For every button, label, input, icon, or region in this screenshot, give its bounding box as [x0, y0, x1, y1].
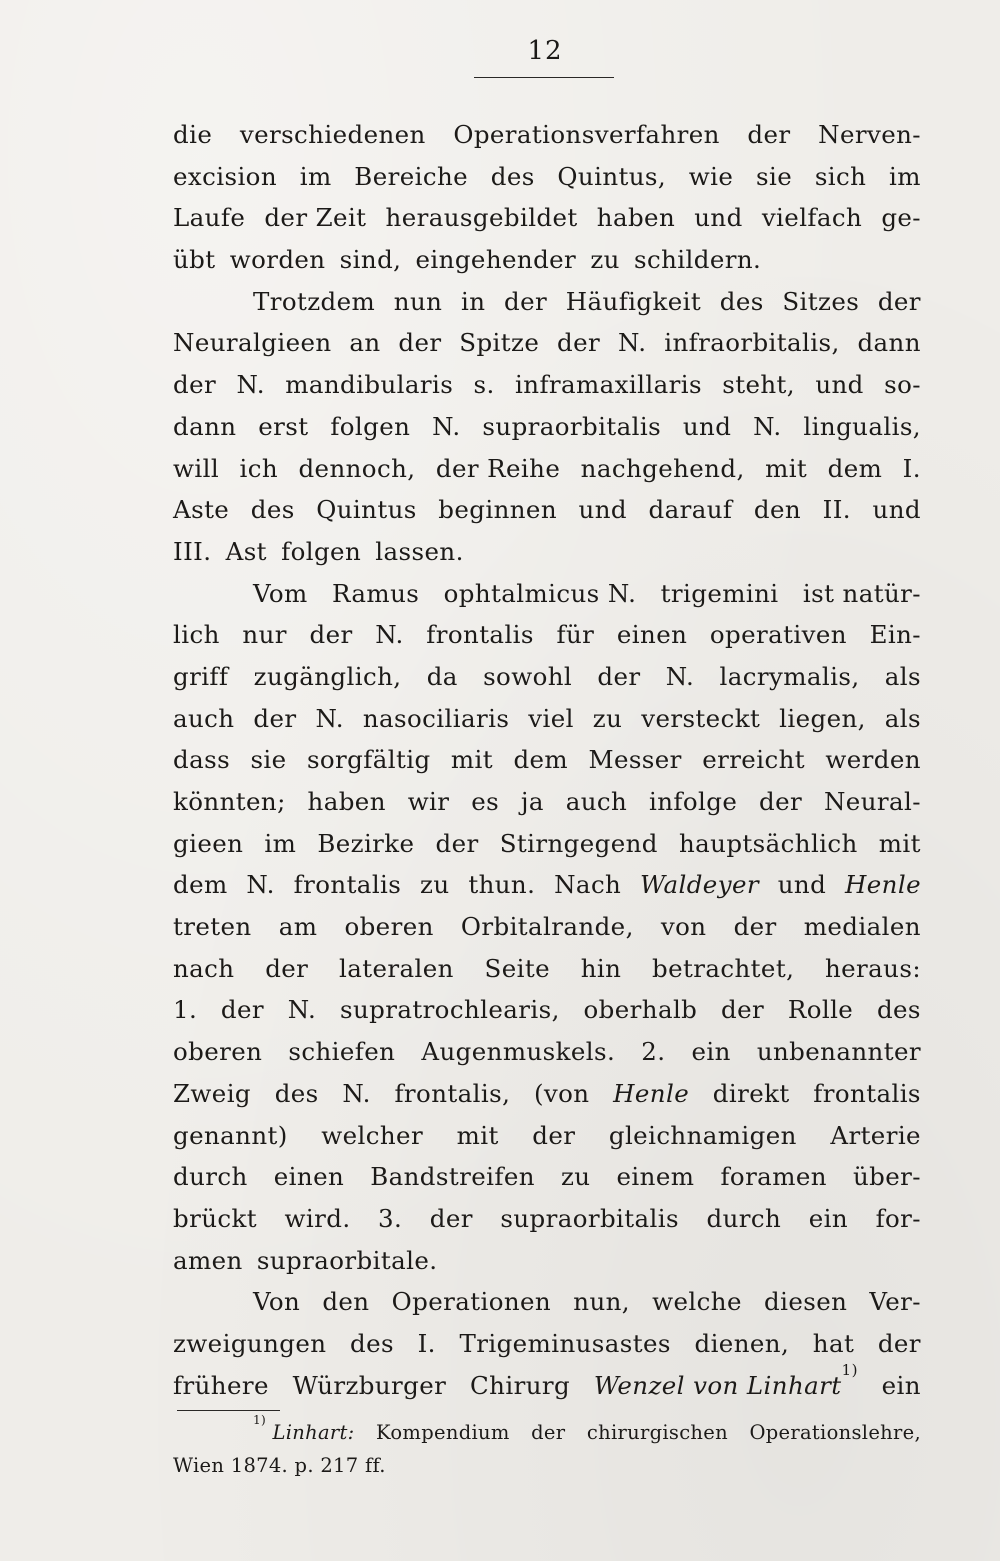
- word: des: [490, 161, 535, 191]
- word: Messer: [588, 745, 682, 775]
- word: mit: [456, 1120, 499, 1150]
- footnote-line: Wien 1874. p. 217 ff.: [173, 1454, 386, 1477]
- word: oberen: [344, 912, 434, 942]
- word: der: [398, 328, 442, 358]
- word: supratrochlearis,: [339, 995, 560, 1025]
- word: N.: [342, 1078, 371, 1108]
- word: Arterie: [830, 1120, 921, 1150]
- word: amen supraorbitale.: [173, 1245, 438, 1275]
- word: mit: [450, 745, 494, 775]
- text-line: [173, 948, 921, 990]
- word: trigemini: [660, 578, 779, 608]
- word: gleichnamigen: [608, 1120, 797, 1150]
- word: durch: [706, 1203, 782, 1233]
- word: Ramus: [332, 578, 420, 608]
- text-line: [173, 239, 921, 281]
- page-number: 12: [527, 36, 563, 66]
- word: ich: [239, 453, 279, 483]
- word: es: [471, 787, 500, 816]
- word: der: [733, 912, 777, 942]
- text-line: [173, 823, 921, 865]
- word: sowohl: [483, 661, 573, 691]
- word: III. Ast folgen lassen.: [173, 536, 464, 566]
- word: einen: [616, 620, 688, 650]
- word: steht,: [722, 370, 795, 400]
- word: und: [682, 411, 732, 441]
- word: für: [556, 620, 595, 650]
- word: der: [759, 787, 803, 816]
- word: Orbitalrande,: [460, 912, 634, 942]
- word: infolge: [648, 787, 738, 816]
- word: dienen,: [694, 1328, 790, 1358]
- word: oberhalb: [583, 995, 698, 1025]
- word: Seite: [484, 953, 551, 983]
- word: an: [349, 328, 381, 358]
- word: mit: [878, 828, 921, 858]
- word: als: [884, 661, 921, 691]
- word: hin: [580, 953, 622, 983]
- name-italic: Waldeyer: [640, 870, 759, 900]
- word: viel: [528, 703, 574, 733]
- word: zugänglich,: [253, 661, 402, 691]
- word: sie: [756, 161, 793, 191]
- word: Von: [253, 1287, 301, 1317]
- word: Chirurg: [470, 1370, 571, 1400]
- word: nun,: [573, 1287, 630, 1317]
- word: der Reihe: [435, 453, 561, 483]
- text-line: [173, 864, 921, 906]
- word: Trigeminusastes: [459, 1328, 671, 1358]
- word: Laufe: [173, 203, 246, 233]
- word: Zweig: [173, 1078, 252, 1108]
- word: oberen: [173, 1037, 263, 1067]
- name-italic: Henle: [613, 1078, 690, 1108]
- word: schiefen: [288, 1037, 396, 1067]
- word: lingualis,: [803, 411, 921, 441]
- text-line: [173, 906, 921, 948]
- word: N.: [665, 661, 695, 691]
- word: liegen,: [779, 703, 866, 733]
- text-line: [173, 698, 921, 740]
- word: supraorbitalis: [500, 1203, 679, 1233]
- word: des: [350, 1328, 394, 1358]
- word: der: [265, 953, 309, 983]
- word: thun.: [468, 870, 536, 900]
- footnote-word: Operationslehre,: [749, 1421, 921, 1444]
- word: hat: [812, 1328, 855, 1358]
- word: nasociliaris: [362, 703, 510, 733]
- word: for-: [875, 1203, 921, 1233]
- text-line: [173, 614, 921, 656]
- word: auch: [173, 703, 235, 733]
- word: sorgfältig: [306, 745, 431, 775]
- word: dem: [827, 453, 883, 483]
- text-line: [173, 448, 921, 490]
- text-line: [173, 197, 921, 239]
- word: versteckt: [641, 703, 761, 733]
- word: des: [250, 495, 295, 525]
- footnote-line: [173, 1413, 921, 1449]
- word: Neural-: [823, 787, 921, 816]
- word: Bereiche: [354, 161, 469, 191]
- footnote-lead: [253, 1413, 355, 1449]
- word: betrachtet,: [652, 953, 795, 983]
- word: und: [777, 870, 827, 900]
- word: Trotzdem: [253, 286, 376, 316]
- word: Quintus,: [557, 161, 667, 191]
- word: ein: [881, 1370, 921, 1400]
- word: N.: [236, 370, 265, 400]
- text-line: [173, 1281, 921, 1323]
- word: treten: [173, 912, 252, 942]
- word: Spitze: [459, 328, 540, 358]
- word: ist natür-: [802, 578, 921, 608]
- footnote-word: der: [531, 1421, 566, 1444]
- word: N.: [315, 703, 344, 733]
- text-line: [173, 781, 921, 823]
- word: brückt: [173, 1203, 257, 1233]
- word: erreicht: [702, 745, 805, 775]
- text-line: [173, 1323, 921, 1365]
- word: da: [426, 661, 458, 691]
- header-rule: [474, 77, 614, 78]
- word: und: [578, 495, 627, 525]
- word: wird.: [284, 1203, 351, 1233]
- word: dann: [173, 411, 237, 441]
- word: zu: [560, 1162, 591, 1192]
- footnote-reference: 1): [841, 1360, 858, 1379]
- word: frontalis,: [394, 1078, 511, 1108]
- word: der: [532, 1120, 576, 1150]
- text-line: [173, 364, 921, 406]
- word: Ver-: [869, 1287, 921, 1317]
- word: der: [504, 286, 548, 316]
- word: im: [889, 161, 921, 191]
- text-line: [173, 656, 921, 698]
- word: dem: [173, 870, 228, 900]
- word: ophtalmicus N.: [443, 578, 637, 608]
- word: frontalis: [813, 1078, 921, 1108]
- word: beginnen: [438, 495, 558, 525]
- word: der: [309, 620, 353, 650]
- text-line: [173, 1198, 921, 1240]
- word: der: [747, 120, 791, 149]
- word: Würzburger: [292, 1370, 447, 1400]
- word: Rolle: [787, 995, 854, 1025]
- word: folgen: [330, 411, 411, 441]
- word: erst: [258, 411, 309, 441]
- word: nachgehend,: [580, 453, 745, 483]
- word: Neuralgieen: [173, 328, 332, 358]
- footnote-rule: [177, 1410, 280, 1411]
- word: gieen: [173, 828, 244, 858]
- word: Nach: [554, 870, 622, 900]
- word: 3.: [378, 1203, 403, 1233]
- word: mandibularis: [285, 370, 454, 400]
- text-line: [173, 989, 921, 1031]
- word: N.: [617, 328, 647, 358]
- word: welcher: [321, 1120, 424, 1150]
- body-text: [173, 114, 921, 1406]
- word: griff: [173, 661, 229, 691]
- text-line: [173, 1073, 921, 1115]
- word: durch: [173, 1162, 248, 1192]
- word: der: [173, 370, 217, 400]
- footnote-word: Kompendium: [376, 1421, 510, 1444]
- word: nach: [173, 953, 235, 983]
- word: infraorbitalis,: [664, 328, 840, 358]
- word: N.: [246, 870, 275, 900]
- word: zu: [592, 703, 623, 733]
- word: Bezirke: [317, 828, 415, 858]
- word: lich: [173, 620, 220, 650]
- text-line: [173, 1156, 921, 1198]
- word: herausgebildet: [385, 203, 578, 233]
- text-line: [173, 489, 921, 531]
- word: haben: [596, 203, 676, 233]
- word: Bandstreifen: [370, 1162, 535, 1192]
- word: dass: [173, 745, 231, 775]
- word: I.: [902, 453, 921, 483]
- word: der: [253, 703, 297, 733]
- text-line: [173, 1360, 921, 1407]
- word: Operationen: [391, 1287, 552, 1317]
- word: excision: [173, 161, 278, 191]
- word: N.: [753, 411, 782, 441]
- word: s.: [473, 370, 495, 400]
- text-line: [173, 1031, 921, 1073]
- word: lacrymalis,: [719, 661, 860, 691]
- word: im: [264, 828, 297, 858]
- word: vielfach: [761, 203, 863, 233]
- word: nur: [242, 620, 287, 650]
- word: Augenmuskels.: [421, 1037, 616, 1067]
- word: Vom: [253, 578, 308, 608]
- word: Stirngegend: [499, 828, 658, 858]
- text-line: [173, 281, 921, 323]
- word: ein: [808, 1203, 849, 1233]
- word: Quintus: [316, 495, 417, 525]
- footnote-author: Linhart:: [272, 1421, 355, 1444]
- word: welche: [652, 1287, 742, 1317]
- word: in: [460, 286, 486, 316]
- word: sich: [814, 161, 867, 191]
- text-line: [173, 406, 921, 448]
- word: lateralen: [339, 953, 454, 983]
- text-line: [173, 1115, 921, 1157]
- word: so-: [884, 370, 921, 400]
- word: der: [429, 1203, 473, 1233]
- word: des: [274, 1078, 319, 1108]
- word: operativen: [709, 620, 847, 650]
- word: der: [877, 286, 921, 316]
- word: N.: [287, 995, 317, 1025]
- word: des: [719, 286, 764, 316]
- word: ge-: [881, 203, 921, 233]
- name-italic: Henle: [844, 870, 921, 900]
- word: auch: [565, 787, 628, 816]
- word: mit: [765, 453, 808, 483]
- word: am: [278, 912, 318, 942]
- word: zu: [420, 870, 450, 900]
- word: der Zeit: [264, 203, 367, 233]
- word: sie: [250, 745, 287, 775]
- word: einen: [273, 1162, 345, 1192]
- word: Nerven-: [818, 120, 921, 149]
- word: von: [660, 912, 707, 942]
- word: diesen: [764, 1287, 848, 1317]
- word: haben: [307, 787, 386, 816]
- word: 2.: [641, 1037, 666, 1067]
- word: supraorbitalis: [482, 411, 662, 441]
- footnote-marker: 1): [253, 1413, 266, 1427]
- word: ja: [520, 787, 544, 816]
- word: (von: [533, 1078, 590, 1108]
- word: nun: [393, 286, 443, 316]
- word: dem: [513, 745, 569, 775]
- word: im: [299, 161, 332, 191]
- word: wie: [688, 161, 734, 191]
- word: könnten;: [173, 787, 286, 816]
- word: ein: [691, 1037, 731, 1067]
- word: der: [597, 661, 641, 691]
- word: über-: [852, 1162, 921, 1192]
- text-line: [173, 322, 921, 364]
- word: den: [753, 495, 802, 525]
- word: direkt: [712, 1078, 790, 1108]
- word: Sitzes: [782, 286, 860, 316]
- word: wir: [407, 787, 450, 816]
- author-with-reference: [593, 1360, 858, 1407]
- word: inframaxillaris: [515, 370, 702, 400]
- word: zweigungen: [173, 1328, 327, 1358]
- word: frontalis: [426, 620, 534, 650]
- footnote-word: chirurgischen: [586, 1421, 728, 1444]
- word: 1.: [173, 995, 198, 1025]
- word: des: [876, 995, 921, 1025]
- word: foramen: [720, 1162, 827, 1192]
- word: Aste: [173, 495, 230, 525]
- word: verschiedenen: [239, 120, 426, 149]
- word: den: [322, 1287, 370, 1317]
- text-line: [173, 1240, 921, 1282]
- word: Operationsverfahren: [453, 120, 720, 149]
- text-line: [173, 114, 921, 156]
- word: die: [173, 120, 213, 149]
- word: genannt): [173, 1120, 288, 1150]
- text-line: [173, 531, 921, 573]
- footnote: [173, 1413, 921, 1482]
- text-line: [173, 739, 921, 781]
- text-line: [173, 156, 921, 198]
- word: will: [173, 453, 220, 483]
- word: N.: [375, 620, 404, 650]
- word: heraus:: [824, 953, 921, 983]
- word: frontalis: [293, 870, 402, 900]
- word: einem: [616, 1162, 695, 1192]
- word: werden: [825, 745, 921, 775]
- word: frühere: [173, 1370, 269, 1400]
- text-line: [173, 573, 921, 615]
- word: II.: [822, 495, 851, 525]
- word: Häufigkeit: [565, 286, 702, 316]
- word: der: [435, 828, 479, 858]
- word: unbenannter: [756, 1037, 921, 1067]
- word: darauf: [648, 495, 733, 525]
- word: und: [872, 495, 921, 525]
- word: Ein-: [869, 620, 921, 650]
- word: dennoch,: [298, 453, 416, 483]
- word: als: [884, 703, 921, 733]
- word: und: [815, 370, 864, 400]
- word: N.: [432, 411, 461, 441]
- word: der: [220, 995, 265, 1025]
- word: I.: [417, 1328, 436, 1358]
- word: und: [694, 203, 743, 233]
- name-italic: Wenzel von Linhart: [593, 1370, 842, 1400]
- word: der: [557, 328, 601, 358]
- word: medialen: [803, 912, 921, 942]
- word: dann: [857, 328, 921, 358]
- word: hauptsächlich: [678, 828, 858, 858]
- word: der: [877, 1328, 921, 1358]
- word: übt worden sind, eingehender zu schildern.: [173, 245, 762, 275]
- word: der: [721, 995, 765, 1025]
